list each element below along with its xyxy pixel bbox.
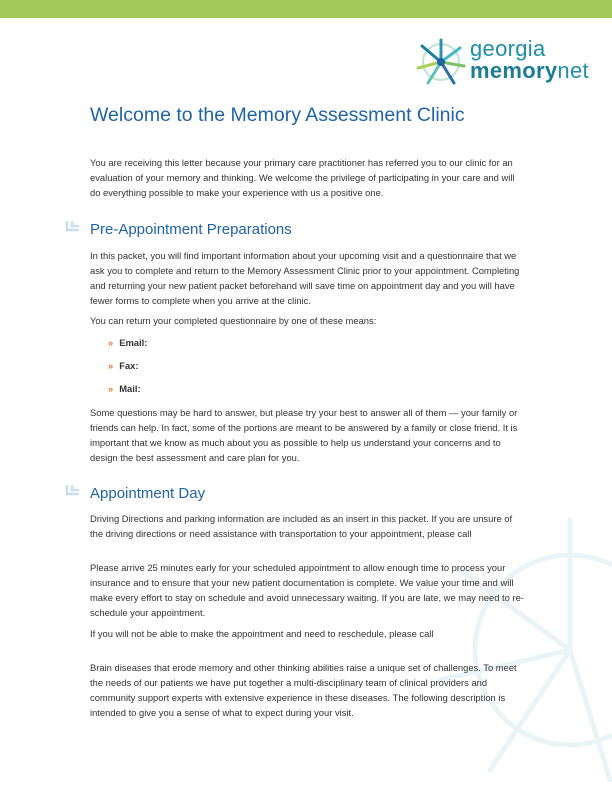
watermark-starburst-icon [420,500,612,792]
pre-appointment-paragraph-1: In this packet, you will find important information about your upcoming visit and a questionnaire that we ask you to complete and return to the Memory Assessment Clinic prior to your appointment. Completing and returning your new patient packet beforehand will save time on appointment day and you will have fewer forms to complete when you arrive at the clinic. [90,250,520,306]
appointment-day-paragraph-1: Driving Directions and parking information are included as an insert in this packet. If you are unsure of the driving directions or need assistance with transportation to your appointment, please call [90,513,513,539]
logo-word-georgia: georgia [470,36,546,61]
pre-appointment-paragraph-3: Some questions may be hard to answer, but please try your best to answer all of them — your family or friends can help. In fact, some of the portions are meant to be answered by a family or close friend. It is important that we know as much about you as possible to help us understand your concerns and to design the best assessment and care plan for you. [90,407,518,463]
logo-starburst-icon [414,36,468,88]
appointment-day-paragraph-4: Brain diseases that erode memory and other thinking abilities raise a unique set of challenges. To meet the needs of our patients we have put together a multi-disciplinary team of clinical providers and community support experts with extensive experience in these diseases. The following description is intended to give you a sense of what to expect during your visit. [90,662,517,718]
page-title: Welcome to the Memory Assessment Clinic [90,104,465,126]
logo-word-net: net [557,58,589,83]
double-chevron-right-icon: » [108,337,114,348]
return-means-mail: » Mail: [108,383,141,394]
top-accent-bar [0,0,612,18]
georgia-memory-net-logo [412,36,612,88]
section-heading-appointment-day: Appointment Day [90,485,206,502]
double-chevron-right-icon: » [108,383,114,394]
appointment-day-paragraph-2: Please arrive 25 minutes early for your scheduled appointment to allow enough time to process your insurance and to ensure that your new patient documentation is complete. We value your time and will make every effort to stay on schedule and avoid unnecessary waiting. If you are late, we may need to re-schedule your appointment. [90,562,524,618]
logo-word-memory: memory [470,58,558,83]
double-chevron-right-icon: » [108,360,114,371]
section-heading-pre-appointment: Pre-Appointment Preparations [90,221,292,238]
return-means-email: » Email: [108,337,148,348]
intro-paragraph: You are receiving this letter because your primary care practitioner has referred you to our clinic for an evaluation of your memory and thinking. We welcome the privilege of participating in your care and will do everything possible to make your experience with us a positive one. [90,157,515,198]
section-marker-icon [64,484,82,498]
logo-word-memorynet [470,60,589,82]
pre-appointment-paragraph-2: You can return your completed questionnaire by one of these means: [90,315,377,326]
section-marker-icon [64,220,82,234]
return-means-fax: » Fax: [108,360,139,371]
appointment-day-paragraph-3: If you will not be able to make the appointment and need to reschedule, please call [90,628,434,639]
